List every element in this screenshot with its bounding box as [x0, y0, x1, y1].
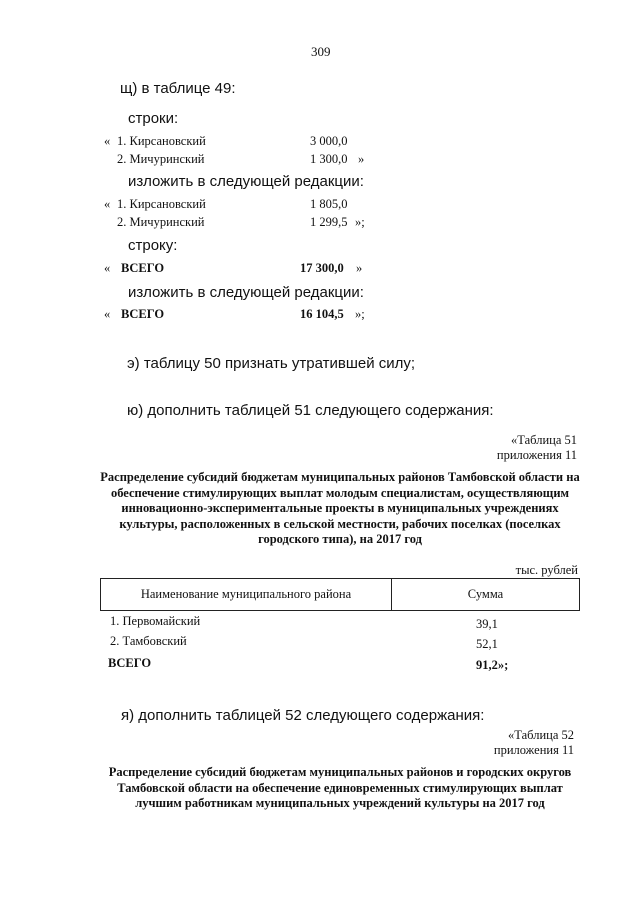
table-ref-line2: приложения 11: [496, 448, 577, 462]
section-ya-text: я) дополнить таблицей 52 следующего содержания:: [121, 707, 485, 724]
open-quote: «: [104, 197, 111, 211]
close-quote: »: [356, 261, 363, 275]
column-header-name: Наименование муниципального района: [140, 587, 352, 601]
row-value: 1 805,0: [310, 197, 348, 211]
section-e-text: э) таблицу 50 признать утратившей силу;: [127, 355, 416, 372]
section-shch-heading: щ) в таблице 49:: [120, 80, 236, 97]
open-quote: «: [104, 261, 111, 275]
table-ref-line1: «Таблица 51: [511, 433, 577, 447]
row-value: 1 299,5: [310, 215, 348, 229]
row-name: 1. Кирсановский: [117, 197, 206, 211]
row-label: строку:: [128, 237, 178, 254]
redaction-text-2: изложить в следующей редакции:: [128, 284, 364, 301]
redaction-text: изложить в следующей редакции:: [128, 173, 364, 190]
row-value: 1 300,0: [310, 152, 348, 166]
total-name: ВСЕГО: [121, 261, 165, 275]
section-yu-text: ю) дополнить таблицей 51 следующего содержания:: [127, 402, 494, 419]
rows-label: строки:: [128, 110, 179, 127]
table-row-value: 52,1: [476, 637, 498, 651]
open-quote: «: [104, 307, 111, 321]
table-51-title: Распределение субсидий бюджетам муниципальных районов Тамбовской области на обеспечение стимулирующих выплат молодым специалистам, осуществляющим инновационно-экспериментальные проекты в муниципальных учреждениях культуры, расположенных в сельской местности, рабочих поселках (поселках городского типа), на 2017 год: [100, 470, 580, 546]
row-name: 2. Мичуринский: [117, 215, 205, 229]
table-total-value: 91,2»;: [476, 658, 509, 672]
total-value: 16 104,5: [300, 307, 344, 321]
table-51-ref: [497, 433, 577, 463]
close-quote: »;: [355, 307, 365, 321]
page-number: 309: [311, 44, 331, 59]
column-header-sum: Сумма: [467, 587, 504, 601]
table-total-name: ВСЕГО: [108, 656, 152, 670]
row-value: 3 000,0: [310, 134, 348, 148]
row-name: 2. Мичуринский: [117, 152, 205, 166]
close-quote: »: [358, 152, 365, 166]
table-ref-line1: «Таблица 52: [508, 728, 574, 742]
table-row-name: 2. Тамбовский: [110, 634, 187, 648]
close-quote: »;: [355, 215, 365, 229]
open-quote: «: [104, 134, 111, 148]
total-name: ВСЕГО: [121, 307, 165, 321]
row-name: 1. Кирсановский: [117, 134, 206, 148]
table-51-header: [100, 578, 580, 611]
table-52-title: Распределение субсидий бюджетам муниципальных районов и городских округов Тамбовской области на обеспечение единовременных стимулирующих выплат лучшим работникам муниципальных учреждений культуры на 2017 год: [108, 765, 572, 810]
table-ref-line2: приложения 11: [493, 743, 574, 757]
units-label: тыс. рублей: [515, 563, 578, 577]
table-52-ref: [494, 728, 574, 758]
table-row-name: 1. Первомайский: [110, 614, 201, 628]
table-row-value: 39,1: [476, 617, 498, 631]
total-value: 17 300,0: [300, 261, 344, 275]
